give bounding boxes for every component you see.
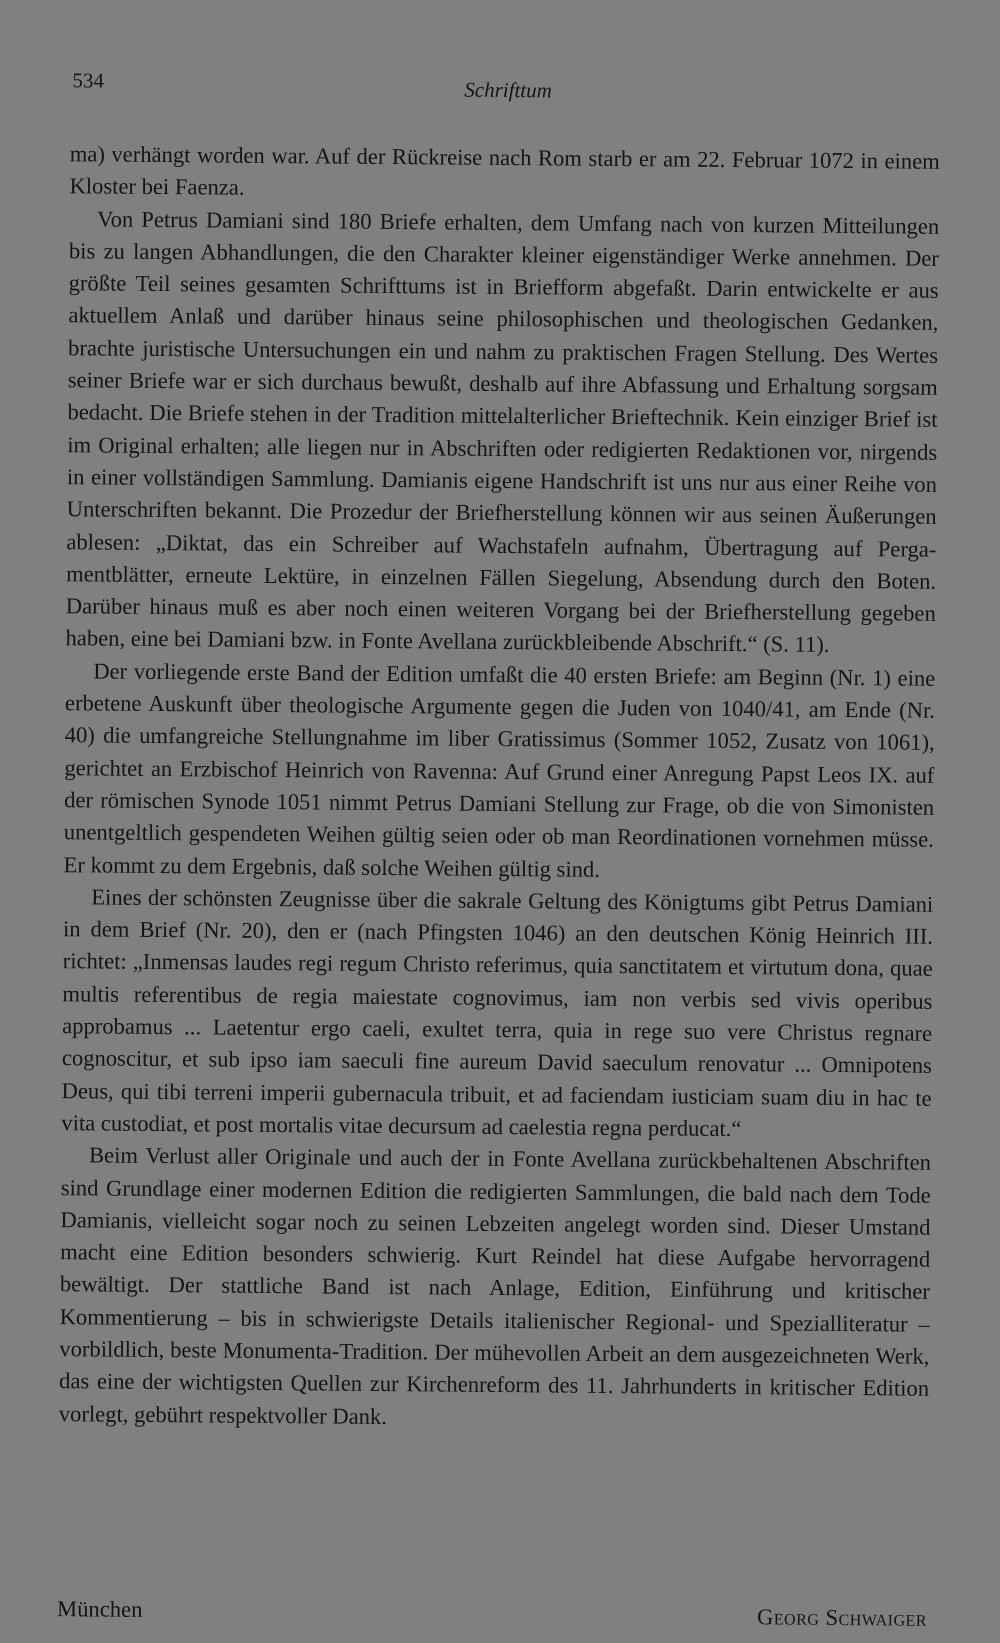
paragraph-letter-heinrich: Eines der schönsten Zeugnisse über die sakrale Geltung des Königtums gibt Petrus Damiani in dem Brief (Nr. 20), den er (nach Pfingsten 1046) an den deutschen König Heinrich III. richtet: „Inmensas laudes regi regum Christo referimus, quia sanctitatem et virtutum dona, quae multis referentibus de regia maiestate cognovimus, iam non verbis sed vivis operibus approbamus ... Laetentur ergo caeli, exultet terra, quia in rege suo vere Christus regnare cognoscitur, et sub ipso iam saeculi fine aureum David saeculum renovatur ... Omnipotens Deus, qui tibi terreni imperii gubernacula tribuit, et ad faciendam iusticiam suam diu in hac te vita custodiat, et post mortalis vitae decursum ad caelestia regna perducat.“ xyxy=(61,884,934,1142)
paragraph-edition-assessment: Beim Verlust aller Originale und auch der in Fonte Avellana zurückbehaltenen Abschriften sind Grundlage einer modernen Edition die redigierten Sammlungen, die bald nach dem Tode Damianis, vielleicht sogar noch zu seinen Lebzeiten angelegt worden sind. Dieser Umstand macht eine Edition besonders schwierig. Kurt Reindel hat diese Aufgabe hervorragend bewältigt. Der stattliche Band ist nach Anlage, Edition, Einführung und kritischer Kommentierung – bis in schwierigste Details italienischer Regional- und Spezialliteratur – vorbildlich, beste Monumenta-Tradition. Der mühevollen Arbeit an dem ausgezeichneten Werk, das eine der wichtigsten Quellen zur Kirchenreform des 11. Jahrhunderts in kritischer Edition vorlegt, gebührt respektvoller Dank. xyxy=(58,1142,932,1429)
paragraph-continuation: ma) verhängt worden war. Auf der Rückreise nach Rom starb er am 22. Februar 1072 in einem Kloster bei Faenza. xyxy=(69,141,940,201)
signoff-place: München xyxy=(56,1596,143,1622)
signoff-author: Georg Schwaiger xyxy=(756,1604,928,1631)
page-number: 534 xyxy=(72,68,105,93)
signoff xyxy=(57,1596,927,1634)
paragraph-first-volume: Der vorliegende erste Band der Edition umfaßt die 40 ersten Briefe: am Beginn (Nr. 1) eine erbetene Auskunft über theologische Argumente gegen die Juden von 1040/41, am Ende (Nr. 40) die umfangreiche Stellungnahme im liber Gratissimus (Sommer 1052, Zusatz von 1061), gerichtet an Erzbischof Heinrich von Ravenna: Auf Grund einer Anregung Papst Leos IX. auf der römischen Synode 1051 nimmt Petrus Damiani Stellung zur Frage, ob die von Simonisten unentgeltlich gespendeten Weihen gültig seien oder ob man Reordinationen vornehmen müsse. Er kommt zu dem Ergebnis, daß solche Weihen gültig sind. xyxy=(63,658,936,882)
running-head: Schrifttum xyxy=(464,77,552,103)
body-text xyxy=(59,138,940,1437)
paragraph-letters-overview: Von Petrus Damiani sind 180 Briefe erhalten, dem Umfang nach von kurzen Mitteilungen bis zu langen Abhandlungen, die den Charakter kleiner eigenständiger Werke annehmen. Der größte Teil seines gesamten Schrifttums ist in Briefform abgefaßt. Darin entwickelte er aus aktuellem Anlaß und darüber hinaus seine philosophischen und theologischen Gedanken, brachte juristische Untersuchungen ein und nahm zu praktischen Fragen Stellung. Des Wertes seiner Briefe war er sich durchaus bewußt, deshalb auf ihre Abfassung und Erhaltung sorgsam bedacht. Die Briefe stehen in der Tradition mittelalterlicher Brieftechnik. Kein einziger Brief ist im Original erhalten; alle liegen nur in Abschriften oder redigierten Redaktionen vor, nirgends in einer vollständigen Sammlung. Damianis eigene Handschrift ist uns nur aus einer Reihe von Unterschriften bekannt. Die Prozedur der Briefherstellung können wir aus seinen Äußerungen ablesen: „Diktat, das ein Schreiber auf Wachstafeln aufnahm, Übertragung auf Pergamentblätter, erneute Lektüre, in einzelnen Fällen Siegelung, Absendung durch den Boten. Darüber hinaus muß es aber noch einen weiteren Vorgang bei der Briefherstellung gegeben haben, eine bei Damiani bzw. in Fonte Avellana zurückbleibende Abschrift.“ (S. 11). xyxy=(65,206,940,658)
